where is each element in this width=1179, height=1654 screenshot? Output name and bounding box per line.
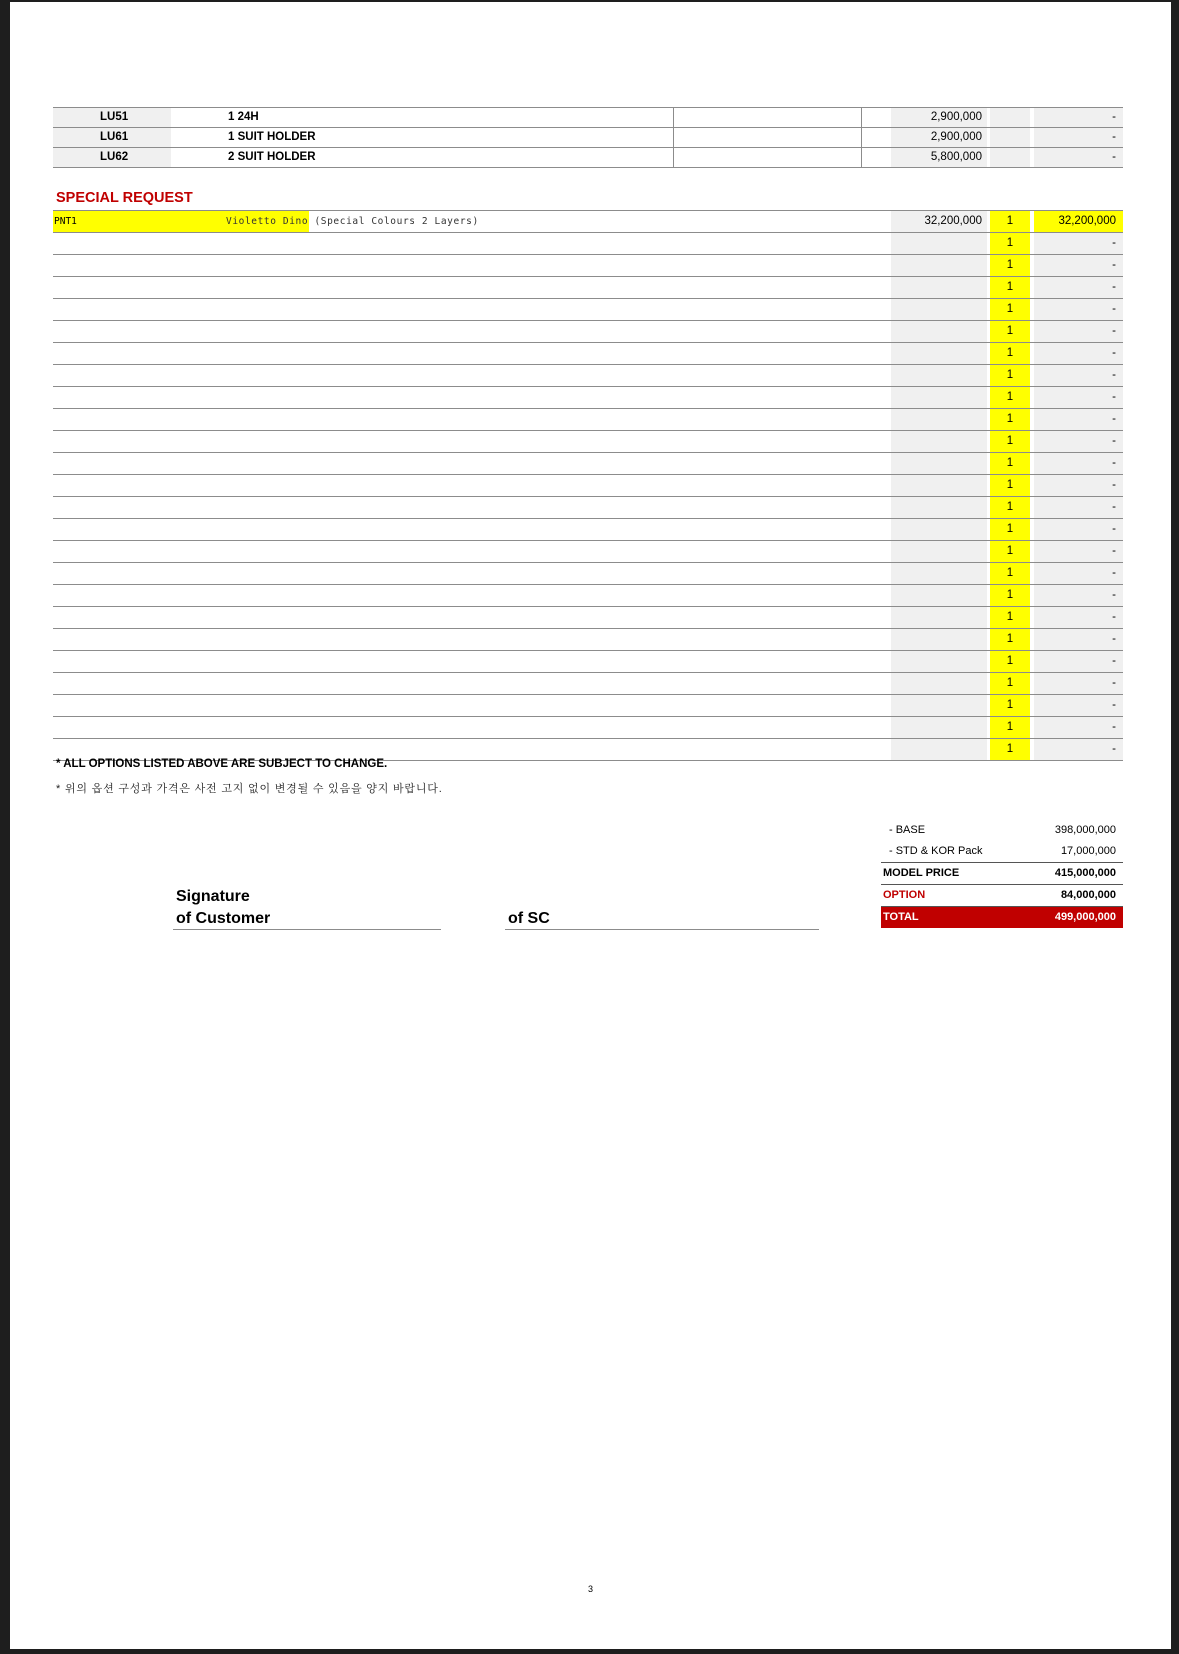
request-price — [982, 743, 987, 755]
luggage-price-cell — [891, 148, 987, 167]
total-value: 499,000,000 — [1054, 911, 1116, 923]
luggage-description: 2 SUIT HOLDER — [228, 151, 316, 163]
request-price-cell — [891, 453, 987, 474]
request-price-cell — [891, 519, 987, 540]
request-price-cell — [891, 607, 987, 628]
request-price — [982, 325, 987, 337]
column-divider — [861, 128, 862, 147]
request-qty: 1 — [990, 365, 1030, 386]
request-price — [982, 721, 987, 733]
request-qty: 1 — [990, 277, 1030, 298]
request-price — [982, 237, 987, 249]
request-qty: 1 — [990, 629, 1030, 650]
request-total: - — [1112, 237, 1116, 249]
request-qty: 1 — [990, 607, 1030, 628]
luggage-qty-cell — [990, 128, 1030, 147]
special-request-row — [53, 673, 1123, 695]
request-total-cell — [1034, 651, 1123, 672]
luggage-code-cell — [53, 148, 171, 167]
request-total-cell — [1034, 695, 1123, 716]
request-price — [982, 501, 987, 513]
request-total-cell — [1034, 673, 1123, 694]
special-request-row — [53, 409, 1123, 431]
luggage-description: 1 SUIT HOLDER — [228, 131, 316, 143]
request-price-cell — [891, 321, 987, 342]
luggage-total: - — [1112, 111, 1116, 123]
special-request-row — [53, 629, 1123, 651]
customer-signature-line2: of Customer — [176, 910, 271, 927]
request-qty: 1 — [990, 673, 1030, 694]
special-request-row — [53, 365, 1123, 387]
request-price-cell — [891, 409, 987, 430]
column-divider — [861, 148, 862, 167]
request-qty: 1 — [990, 211, 1030, 232]
luggage-code-cell — [53, 128, 171, 147]
summary-pack-row — [881, 841, 1123, 862]
model-price-value: 415,000,000 — [1054, 867, 1116, 879]
special-request-row — [53, 607, 1123, 629]
request-qty: 1 — [990, 695, 1030, 716]
request-price-cell — [891, 233, 987, 254]
special-request-row — [53, 255, 1123, 277]
request-total-cell — [1034, 717, 1123, 738]
request-total: - — [1112, 677, 1116, 689]
request-price-cell — [891, 497, 987, 518]
luggage-qty-cell — [990, 108, 1030, 127]
column-divider — [673, 148, 674, 167]
request-price-cell — [891, 585, 987, 606]
request-total: - — [1112, 633, 1116, 645]
request-total: - — [1112, 589, 1116, 601]
luggage-table — [53, 107, 1123, 168]
pack-label: - STD & KOR Pack — [889, 845, 983, 857]
luggage-price: 2,900,000 — [930, 131, 982, 143]
request-total: - — [1112, 457, 1116, 469]
summary-base-row — [881, 820, 1123, 841]
special-request-row — [53, 519, 1123, 541]
special-request-row — [53, 453, 1123, 475]
request-qty: 1 — [990, 299, 1030, 320]
note-english: * ALL OPTIONS LISTED ABOVE ARE SUBJECT TO CHANGE. — [56, 758, 388, 770]
price-summary — [881, 820, 1123, 928]
request-qty: 1 — [990, 541, 1030, 562]
request-qty: 1 — [990, 563, 1030, 584]
summary-model-price-row — [881, 862, 1123, 884]
luggage-code: LU61 — [100, 131, 129, 143]
request-qty: 1 — [990, 233, 1030, 254]
request-price — [982, 303, 987, 315]
request-total-cell — [1034, 585, 1123, 606]
special-request-row — [53, 497, 1123, 519]
request-price-cell — [891, 629, 987, 650]
request-qty: 1 — [990, 519, 1030, 540]
request-qty: 1 — [990, 431, 1030, 452]
luggage-price: 5,800,000 — [930, 151, 982, 163]
request-total-cell — [1034, 607, 1123, 628]
request-qty: 1 — [990, 739, 1030, 760]
base-label: - BASE — [889, 824, 926, 836]
request-price — [982, 391, 987, 403]
request-total: - — [1112, 435, 1116, 447]
luggage-price-cell — [891, 108, 987, 127]
luggage-total-cell — [1034, 128, 1123, 147]
request-total: - — [1112, 347, 1116, 359]
special-request-row — [53, 321, 1123, 343]
option-value: 84,000,000 — [1060, 889, 1116, 901]
request-qty: 1 — [990, 321, 1030, 342]
request-total: - — [1112, 281, 1116, 293]
request-code: PNT1 — [54, 216, 77, 227]
request-total-cell — [1034, 475, 1123, 496]
request-total-cell — [1034, 541, 1123, 562]
request-qty: 1 — [990, 409, 1030, 430]
luggage-price-cell — [891, 128, 987, 147]
request-total: - — [1112, 413, 1116, 425]
pack-value: 17,000,000 — [1060, 845, 1116, 857]
request-total-cell — [1034, 255, 1123, 276]
request-price-cell — [891, 387, 987, 408]
request-total-cell — [1034, 387, 1123, 408]
request-total: - — [1112, 545, 1116, 557]
request-price-cell — [891, 695, 987, 716]
request-price — [982, 457, 987, 469]
request-qty: 1 — [990, 343, 1030, 364]
request-total-cell — [1034, 563, 1123, 584]
request-total-cell — [1034, 739, 1123, 760]
request-total-cell — [1034, 233, 1123, 254]
request-total-cell — [1034, 497, 1123, 518]
request-total-cell — [1034, 343, 1123, 364]
request-total: - — [1112, 699, 1116, 711]
request-price — [982, 479, 987, 491]
request-total-cell — [1034, 321, 1123, 342]
request-qty: 1 — [990, 651, 1030, 672]
summary-option-row — [881, 884, 1123, 906]
request-total-cell — [1034, 629, 1123, 650]
special-request-row — [53, 233, 1123, 255]
customer-signature-label — [176, 886, 270, 930]
request-total: - — [1112, 303, 1116, 315]
request-price-cell — [891, 255, 987, 276]
luggage-total: - — [1112, 131, 1116, 143]
luggage-code-cell — [53, 108, 171, 127]
request-description: Violetto Dino (Special Colours 2 Layers) — [226, 216, 479, 227]
customer-signature-line1: Signature — [176, 888, 250, 905]
request-total-cell — [1034, 211, 1123, 232]
special-request-row — [53, 211, 1123, 233]
note-korean: * 위의 옵션 구성과 가격은 사전 고지 없이 변경될 수 있음을 양지 바랍니다. — [56, 783, 443, 795]
model-price-label: MODEL PRICE — [883, 867, 960, 879]
request-total: 32,200,000 — [1058, 215, 1116, 227]
option-label: OPTION — [883, 889, 926, 901]
request-total: - — [1112, 611, 1116, 623]
customer-signature-line — [173, 929, 441, 930]
request-price — [982, 369, 987, 381]
luggage-code: LU62 — [100, 151, 129, 163]
sc-signature-line — [505, 929, 819, 930]
request-price-cell — [891, 563, 987, 584]
request-price — [982, 413, 987, 425]
request-price-cell — [891, 541, 987, 562]
column-divider — [673, 128, 674, 147]
request-total: - — [1112, 655, 1116, 667]
luggage-code: LU51 — [100, 111, 129, 123]
request-price — [982, 677, 987, 689]
luggage-qty-cell — [990, 148, 1030, 167]
request-price-cell — [891, 211, 987, 232]
request-total: - — [1112, 721, 1116, 733]
total-label: TOTAL — [883, 911, 919, 923]
request-total-cell — [1034, 409, 1123, 430]
request-total-cell — [1034, 299, 1123, 320]
luggage-description: 1 24H — [228, 111, 259, 123]
request-price-cell — [891, 343, 987, 364]
column-divider — [861, 108, 862, 127]
special-request-row — [53, 431, 1123, 453]
request-price — [982, 633, 987, 645]
special-request-row — [53, 563, 1123, 585]
request-total: - — [1112, 325, 1116, 337]
request-price — [982, 523, 987, 535]
request-qty: 1 — [990, 585, 1030, 606]
request-price-cell — [891, 299, 987, 320]
request-price-cell — [891, 365, 987, 386]
request-qty: 1 — [990, 453, 1030, 474]
request-total-cell — [1034, 431, 1123, 452]
request-price — [982, 589, 987, 601]
request-price-cell — [891, 673, 987, 694]
request-total: - — [1112, 479, 1116, 491]
request-price-cell — [891, 739, 987, 760]
special-request-row — [53, 695, 1123, 717]
request-total: - — [1112, 259, 1116, 271]
request-total: - — [1112, 567, 1116, 579]
request-total: - — [1112, 501, 1116, 513]
luggage-row — [53, 108, 1123, 128]
summary-total-row — [881, 906, 1123, 928]
special-request-row — [53, 585, 1123, 607]
luggage-total-cell — [1034, 108, 1123, 127]
request-price-cell — [891, 277, 987, 298]
luggage-row — [53, 148, 1123, 168]
request-qty: 1 — [990, 497, 1030, 518]
request-total-cell — [1034, 453, 1123, 474]
column-divider — [673, 108, 674, 127]
request-qty: 1 — [990, 717, 1030, 738]
request-price-cell — [891, 431, 987, 452]
special-request-row — [53, 343, 1123, 365]
request-price — [982, 281, 987, 293]
request-price — [982, 699, 987, 711]
request-price — [982, 567, 987, 579]
special-request-row — [53, 387, 1123, 409]
request-total: - — [1112, 391, 1116, 403]
request-price-cell — [891, 717, 987, 738]
request-price: 32,200,000 — [924, 215, 982, 227]
special-request-row — [53, 541, 1123, 563]
luggage-total: - — [1112, 151, 1116, 163]
request-qty: 1 — [990, 255, 1030, 276]
special-request-table — [53, 210, 1123, 761]
page-number: 3 — [587, 1584, 593, 1594]
special-request-row — [53, 299, 1123, 321]
sc-signature-label: of SC — [508, 910, 550, 927]
luggage-price: 2,900,000 — [930, 111, 982, 123]
luggage-row — [53, 128, 1123, 148]
request-qty: 1 — [990, 387, 1030, 408]
request-price — [982, 435, 987, 447]
request-price-cell — [891, 651, 987, 672]
request-price-cell — [891, 475, 987, 496]
luggage-total-cell — [1034, 148, 1123, 167]
special-request-row — [53, 475, 1123, 497]
request-total-cell — [1034, 277, 1123, 298]
special-request-row — [53, 717, 1123, 739]
special-request-row — [53, 651, 1123, 673]
request-price — [982, 347, 987, 359]
request-total: - — [1112, 743, 1116, 755]
request-price — [982, 545, 987, 557]
base-value: 398,000,000 — [1054, 824, 1116, 836]
request-price — [982, 655, 987, 667]
document-page — [10, 2, 1171, 1649]
request-total: - — [1112, 523, 1116, 535]
request-total-cell — [1034, 365, 1123, 386]
special-request-row — [53, 277, 1123, 299]
request-price — [982, 259, 987, 271]
special-request-title: SPECIAL REQUEST — [56, 190, 193, 206]
request-total: - — [1112, 369, 1116, 381]
request-price — [982, 611, 987, 623]
request-total-cell — [1034, 519, 1123, 540]
request-qty: 1 — [990, 475, 1030, 496]
